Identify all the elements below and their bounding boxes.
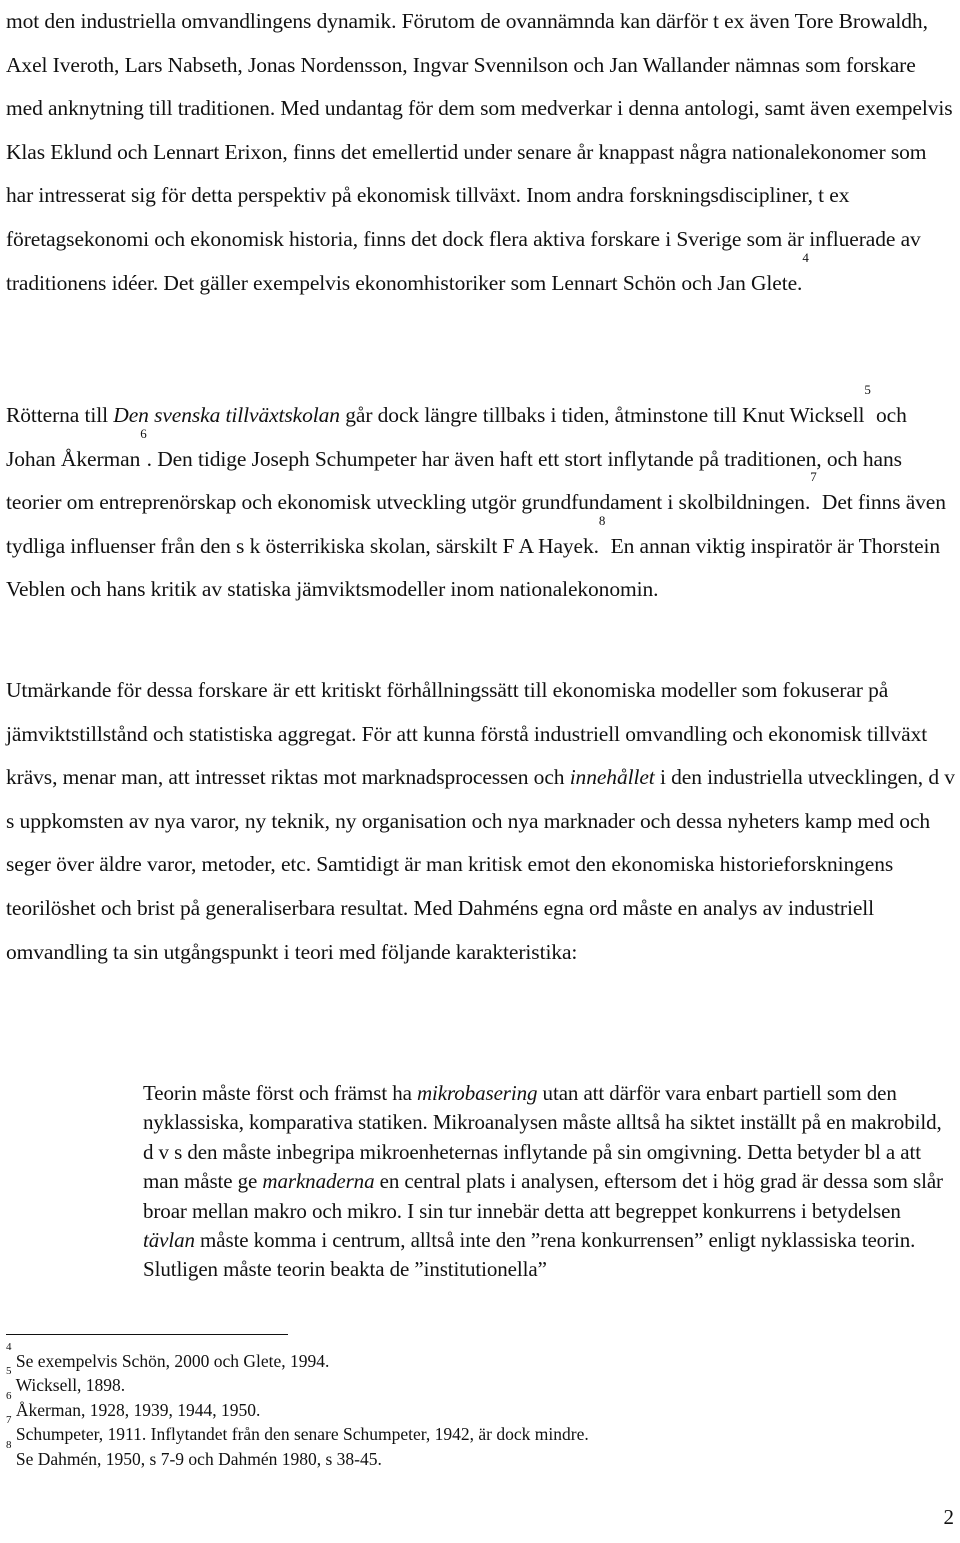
- text-run: . Den tidige Joseph Schumpeter har även haft ett stort inflytande på traditionen, och hans teorier om entreprenörskap och ekonomisk utveckling utgör grundfundament i skolbildningen.: [6, 446, 902, 515]
- text-run: mot den industriella omvandlingens dynamik. Förutom de ovannämnda kan därför t ex även Tore Browaldh, Axel Iveroth, Lars Nabseth, Jonas Nordensson, Ingvar Svennilson och Jan Wallander nämnas som forskare med anknytning till traditionen. Med undantag för dem som medverkar i denna antologi, samt även exempelvis Klas Eklund och Lennart Erixon, finns det emellertid under senare år knappast några nationalekonomer som har intresserat sig för detta perspektiv på ekonomisk tillväxt. Inom andra forskningsdiscipliner, t ex företagsekonomi och ekonomisk historia, finns det dock flera aktiva forskare i Sverige som är influerade av traditionens idéer. Det gäller exempelvis ekonomhistoriker som Lennart Schön och Jan Glete.: [6, 9, 953, 295]
- footnote-5: [6, 1365, 946, 1397]
- footnote-separator: [6, 1334, 288, 1335]
- text-run: Rötterna till: [6, 403, 114, 427]
- body-paragraph-1: [6, 0, 956, 305]
- text-run: och Johan Åkerman: [6, 403, 907, 471]
- body-paragraph-2: [6, 382, 956, 612]
- text-run: En annan viktig inspiratör är Thorstein Veblen och hans kritik av statiska jämviktsmodeller inom nationalekonomin.: [6, 533, 941, 602]
- footnote-text: Se Dahmén, 1950, s 7-9 och Dahmén 1980, s 38-45.: [15, 1448, 382, 1469]
- emphasis-text: Den svenska tillväxtskolan: [113, 403, 340, 427]
- emphasis-text: tävlan: [143, 1228, 195, 1253]
- footnote-marker: 5: [6, 1365, 12, 1378]
- page-number: 2: [943, 1505, 954, 1529]
- text-run: i den industriella utvecklingen, d v s uppkomsten av nya varor, ny teknik, ny organisation och nya marknader och dessa nyheters kamp med och seger över äldre varor, metoder, etc. Samtidigt är man kritisk emot den ekonomiska historieforskningens teorilöshet och brist på generaliserbara resultat. Med Dahméns egna ord måste en analys av industriell omvandling ta sin utgångspunkt i teori med följande karakteristika:: [6, 765, 955, 964]
- footnote-marker: 7: [6, 1414, 12, 1427]
- text-run: utan att därför vara enbart partiell som den nyklassiska, komparativa statiken. Mikroanalysen måste alltså ha siktet inställt på en makrobild, d v s den måste inbegripa mikroenheternas inflytande på sin omgivning. Detta betyder bl a att man måste ge: [143, 1081, 942, 1194]
- footnotes: [6, 1341, 946, 1471]
- emphasis-text: mikrobasering: [416, 1081, 538, 1105]
- footnote-6: [6, 1389, 946, 1422]
- text-run: går dock längre tillbaks i tiden, åtminstone till Knut Wicksell: [339, 403, 865, 427]
- footnote-text: Åkerman, 1928, 1939, 1944, 1950.: [15, 1399, 261, 1420]
- footnote-reference: 7: [810, 469, 817, 485]
- footnote-text: Se exempelvis Schön, 2000 och Glete, 1994.: [15, 1351, 330, 1371]
- footnote-reference: 5: [864, 382, 871, 397]
- emphasis-text: innehållet: [569, 765, 655, 790]
- footnote-text: Wicksell, 1898.: [15, 1375, 126, 1396]
- body-paragraph-3: [6, 669, 956, 974]
- footnote-reference: 6: [140, 425, 147, 441]
- footnote-marker: 8: [6, 1438, 12, 1451]
- footnote-marker: 4: [6, 1341, 12, 1353]
- footnote-4: [6, 1341, 946, 1373]
- footnote-reference: 8: [598, 512, 606, 528]
- footnote-8: [6, 1438, 946, 1471]
- footnote-reference: 4: [802, 249, 809, 265]
- footnote-marker: 6: [6, 1389, 12, 1402]
- text-run: Det finns även tydliga influenser från den s k österrikiska skolan, särskilt F A Hayek.: [6, 490, 946, 558]
- footnote-7: [6, 1414, 946, 1446]
- text-run: en central plats i analysen, eftersom det i hög grad är dessa som slår broar mellan makro och mikro. I sin tur innebär detta att begreppet konkurrens i betydelsen: [143, 1169, 943, 1223]
- block-quote: [143, 1079, 948, 1285]
- footnote-text: Schumpeter, 1911. Inflytandet från den senare Schumpeter, 1942, är dock mindre.: [15, 1424, 589, 1445]
- emphasis-text: marknaderna: [262, 1169, 375, 1194]
- text-run: Teorin måste först och främst ha: [143, 1081, 417, 1105]
- text-run: måste komma i centrum, alltså inte den ”rena konkurrensen” enligt nyklassiska teorin. Slutligen måste teorin beakta de ”institutionella”: [143, 1228, 916, 1282]
- text-run: Utmärkande för dessa forskare är ett kritiskt förhållningssätt till ekonomiska modeller som fokuserar på jämviktstillstånd och statistiska aggregat. För att kunna förstå industriell omvandling och ekonomisk tillväxt krävs, menar man, att intresset riktas mot marknadsprocessen och: [6, 678, 928, 790]
